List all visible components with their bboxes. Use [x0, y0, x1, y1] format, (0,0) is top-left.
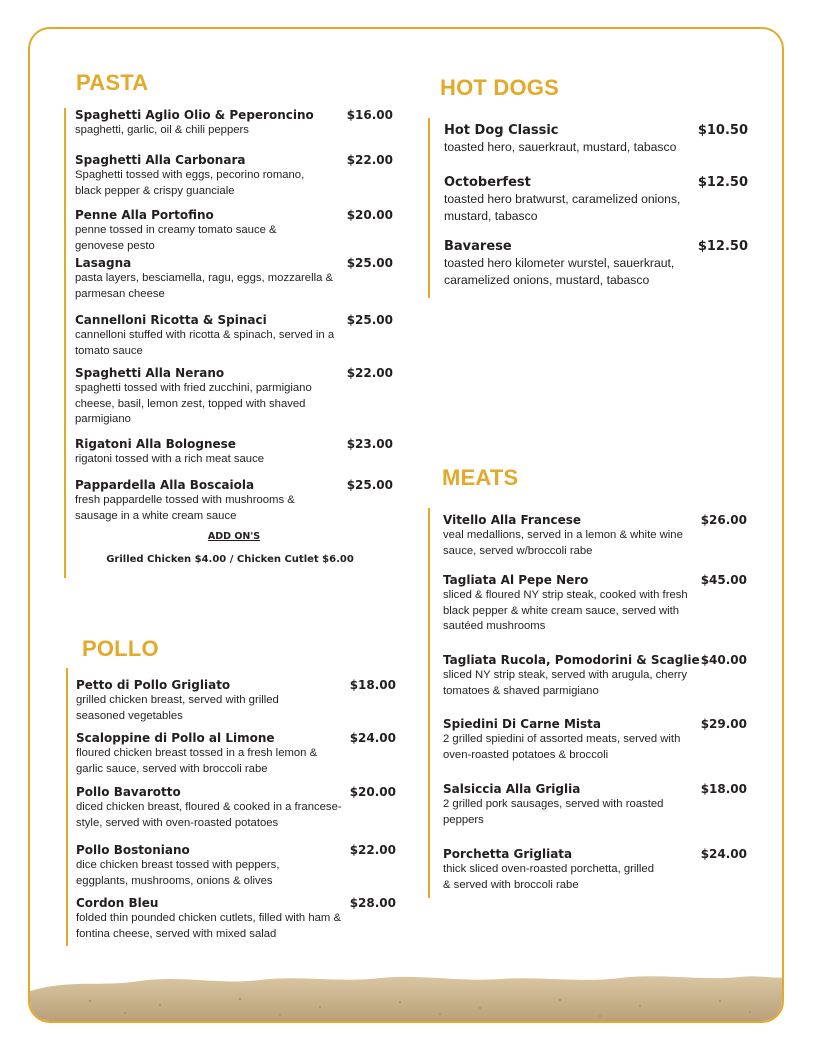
item-price: $20.00 [349, 785, 396, 799]
item-price: $22.00 [346, 153, 393, 167]
section-title-pasta: PASTA [76, 70, 149, 95]
item-desc: folded thin pounded chicken cutlets, filled with ham & fontina cheese, served with mixed salad [76, 912, 342, 940]
bread-texture-footer [30, 961, 784, 1021]
item-name: Lasagna [75, 256, 132, 270]
menu-item [443, 782, 747, 828]
item-desc: pasta layers, besciamella, ragu, eggs, mozzarella & parmesan cheese [75, 272, 334, 300]
menu-item [76, 678, 396, 724]
item-name: Pollo Bavarotto [76, 785, 181, 799]
item-name: Bavarese [444, 239, 512, 254]
item-desc: penne tossed in creamy tomato sauce & genovese pesto [75, 224, 277, 252]
section-divider-pollo [66, 668, 68, 946]
item-price: $22.00 [346, 366, 393, 380]
section-divider-meats [428, 508, 430, 898]
item-price: $25.00 [346, 256, 393, 270]
item-desc: spaghetti tossed with fried zucchini, parmigiano cheese, basil, lemon zest, topped with shaved parmigiano [75, 382, 312, 425]
menu-item [75, 313, 393, 359]
menu-item [444, 238, 748, 289]
item-price: $10.50 [697, 123, 748, 138]
item-price: $20.00 [346, 208, 393, 222]
item-desc: diced chicken breast, floured & cooked in a francese-style, served with oven-roasted potatoes [76, 801, 342, 829]
section-divider-pasta [64, 108, 66, 578]
item-desc: 2 grilled pork sausages, served with roasted peppers [443, 798, 664, 826]
item-desc: toasted hero kilometer wurstel, sauerkraut, caramelized onions, mustard, tabasco [444, 256, 675, 287]
hotdogs-list [444, 122, 748, 292]
item-name: Spaghetti Alla Nerano [75, 366, 225, 380]
item-price: $40.00 [700, 653, 747, 667]
meats-list [443, 513, 747, 898]
item-desc: rigatoni tossed with a rich meat sauce [75, 453, 265, 465]
pollo-list [76, 678, 396, 948]
item-price: $12.50 [697, 175, 748, 190]
item-price: $18.00 [349, 678, 396, 692]
item-name: Spaghetti Alla Carbonara [75, 153, 246, 167]
menu-item [76, 896, 396, 942]
item-desc: toasted hero bratwurst, caramelized onions, mustard, tabasco [444, 192, 681, 223]
addons-text: Grilled Chicken $4.00 / Chicken Cutlet $6.00 [106, 554, 354, 565]
menu-item [75, 256, 393, 302]
item-name: Pappardella Alla Boscaiola [75, 478, 255, 492]
section-title-hotdogs: HOT DOGS [440, 75, 559, 100]
menu-item [76, 785, 396, 831]
menu-item [75, 366, 393, 428]
item-name: Vitello Alla Francese [443, 513, 582, 527]
item-desc: grilled chicken breast, served with grilled seasoned vegetables [76, 694, 279, 722]
item-price: $45.00 [700, 573, 747, 587]
menu-item [75, 437, 393, 468]
item-name: Cordon Bleu [76, 896, 159, 910]
item-name: Penne Alla Portofino [75, 208, 214, 222]
pasta-list [75, 108, 393, 578]
item-name: Porchetta Grigliata [443, 847, 573, 861]
item-price: $26.00 [700, 513, 747, 527]
menu-item [443, 717, 747, 763]
item-name: Hot Dog Classic [444, 123, 559, 138]
item-name: Tagliata Al Pepe Nero [443, 573, 589, 587]
menu-item [75, 108, 393, 139]
item-desc: sliced & floured NY strip steak, cooked with fresh black pepper & white cream sauce, served with sautéed mushrooms [443, 589, 688, 632]
item-price: $18.00 [700, 782, 747, 796]
menu-item [75, 478, 393, 524]
item-desc: 2 grilled spiedini of assorted meats, served with oven-roasted potatoes & broccoli [443, 733, 681, 761]
item-price: $28.00 [349, 896, 396, 910]
menu-item [443, 653, 747, 699]
item-name: Pollo Bostoniano [76, 843, 190, 857]
item-name: Spaghetti Aglio Olio & Peperoncino [75, 108, 314, 122]
menu-item [443, 847, 747, 893]
section-title-meats: MEATS [442, 465, 519, 490]
item-name: Octoberfest [444, 175, 531, 190]
item-name: Tagliata Rucola, Pomodorini & Scaglie [443, 653, 700, 667]
item-price: $24.00 [349, 731, 396, 745]
menu-item [76, 731, 396, 777]
item-name: Scaloppine di Pollo al Limone [76, 731, 275, 745]
section-title-pollo: POLLO [82, 636, 159, 661]
item-desc: thick sliced oven-roasted porchetta, grilled & served with broccoli rabe [443, 863, 654, 891]
item-desc: toasted hero, sauerkraut, mustard, tabasco [444, 140, 677, 154]
item-price: $29.00 [700, 717, 747, 731]
item-name: Rigatoni Alla Bolognese [75, 437, 236, 451]
addons-title: ADD ON'S [207, 531, 261, 542]
section-divider-hotdogs [428, 118, 430, 298]
item-desc: Spaghetti tossed with eggs, pecorino romano, black pepper & crispy guanciale [75, 169, 305, 197]
menu-item [444, 122, 748, 156]
item-name: Spiedini Di Carne Mista [443, 717, 601, 731]
item-desc: veal medallions, served in a lemon & white wine sauce, served w/broccoli rabe [443, 529, 683, 557]
item-price: $16.00 [346, 108, 393, 122]
item-price: $25.00 [346, 313, 393, 327]
item-desc: floured chicken breast tossed in a fresh lemon & garlic sauce, served with broccoli rabe [76, 747, 318, 775]
item-price: $25.00 [346, 478, 393, 492]
menu-item [75, 208, 393, 254]
menu-item [444, 174, 748, 225]
item-desc: fresh pappardelle tossed with mushrooms & sausage in a white cream sauce [75, 494, 295, 522]
item-name: Petto di Pollo Grigliato [76, 678, 231, 692]
item-desc: sliced NY strip steak, served with arugula, cherry tomatoes & shaved parmigiano [443, 669, 688, 697]
item-desc: spaghetti, garlic, oil & chili peppers [75, 124, 249, 136]
item-name: Salsiccia Alla Griglia [443, 782, 581, 796]
item-price: $24.00 [700, 847, 747, 861]
menu-item [443, 513, 747, 559]
item-price: $23.00 [346, 437, 393, 451]
item-desc: cannelloni stuffed with ricotta & spinach, served in a tomato sauce [75, 329, 335, 357]
item-price: $12.50 [697, 239, 748, 254]
menu-item [76, 843, 396, 889]
item-name: Cannelloni Ricotta & Spinaci [75, 313, 267, 327]
item-price: $22.00 [349, 843, 396, 857]
menu-item [443, 573, 747, 635]
item-desc: dice chicken breast tossed with peppers, eggplants, mushrooms, onions & olives [76, 859, 280, 887]
menu-item [75, 153, 393, 199]
